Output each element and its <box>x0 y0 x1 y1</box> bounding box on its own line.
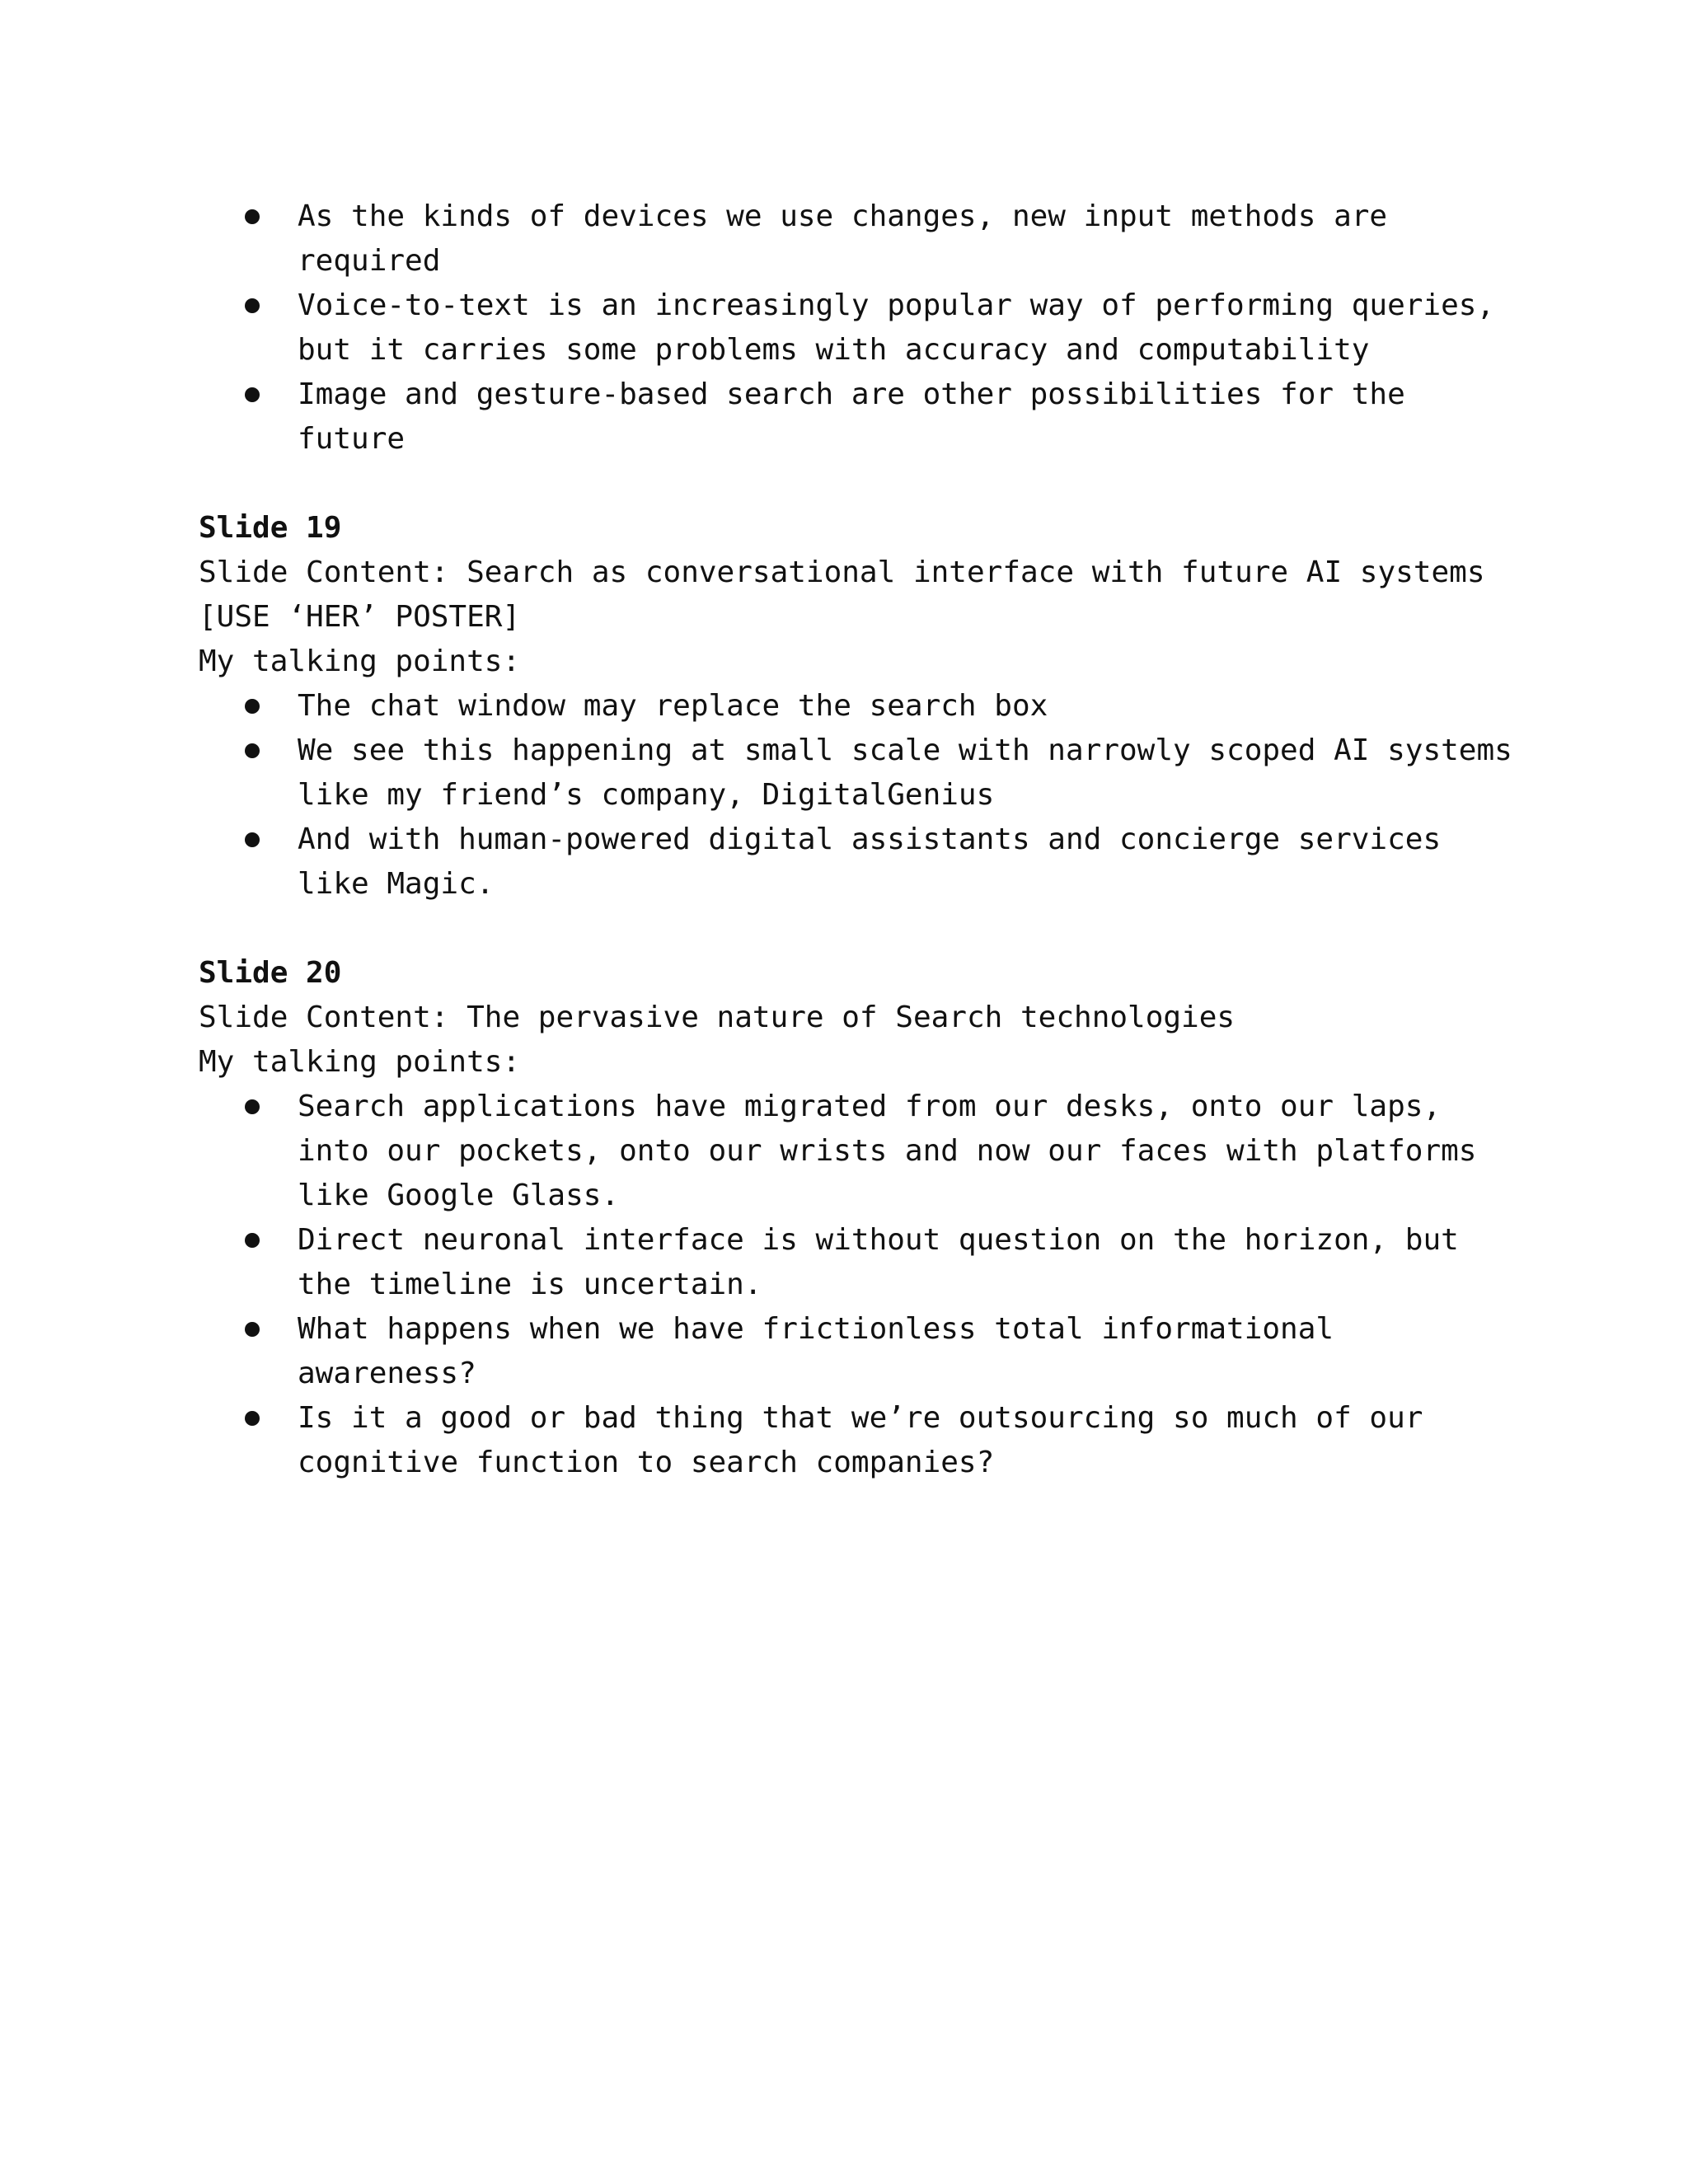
list-item: Voice-to-text is an increasingly popular way of performing queries, but it carries some problems with accuracy and computability <box>298 284 1517 373</box>
list-item: We see this happening at small scale with narrowly scoped AI systems like my friend’s company, DigitalGenius <box>298 729 1517 818</box>
list-item: Direct neuronal interface is without question on the horizon, but the timeline is uncertain. <box>298 1218 1517 1307</box>
slide-19-bullet-list <box>199 684 1517 907</box>
bullet-icon <box>245 1233 260 1248</box>
list-item: And with human-powered digital assistants and concierge services like Magic. <box>298 818 1517 907</box>
bullet-icon <box>245 1099 260 1114</box>
list-item: Is it a good or bad thing that we’re outsourcing so much of our cognitive function to search companies? <box>298 1396 1517 1485</box>
slide-19-section <box>199 506 1517 907</box>
slide-20-bullet-list <box>199 1085 1517 1485</box>
list-item: As the kinds of devices we use changes, new input methods are required <box>298 194 1517 284</box>
intro-bullet-list <box>199 194 1517 462</box>
bullet-icon <box>245 1411 260 1426</box>
list-item: The chat window may replace the search box <box>298 684 1517 729</box>
bullet-icon <box>245 387 260 402</box>
slide-20-talking-label: My talking points: <box>199 1045 521 1079</box>
list-item: What happens when we have frictionless total informational awareness? <box>298 1307 1517 1396</box>
slide-19-talking-label: My talking points: <box>199 644 521 678</box>
bullet-icon <box>245 832 260 847</box>
slide-19-heading: Slide 19 <box>199 511 342 545</box>
slide-20-section <box>199 951 1517 1485</box>
bullet-icon <box>245 743 260 758</box>
bullet-icon <box>245 209 260 224</box>
slide-19-content: Slide Content: Search as conversational interface with future AI systems [USE ‘HER’ POSTER] <box>199 555 1503 634</box>
bullet-icon <box>245 699 260 714</box>
bullet-icon <box>245 1322 260 1337</box>
slide-20-content: Slide Content: The pervasive nature of Search technologies <box>199 1001 1236 1034</box>
slide-20-heading: Slide 20 <box>199 956 342 990</box>
list-item: Search applications have migrated from our desks, onto our laps, into our pockets, onto our wrists and now our faces with platforms like Google Glass. <box>298 1085 1517 1218</box>
spacer <box>199 907 1517 951</box>
bullet-icon <box>245 298 260 313</box>
document-body <box>199 194 1517 1485</box>
spacer <box>199 462 1517 506</box>
list-item: Image and gesture-based search are other possibilities for the future <box>298 373 1517 462</box>
